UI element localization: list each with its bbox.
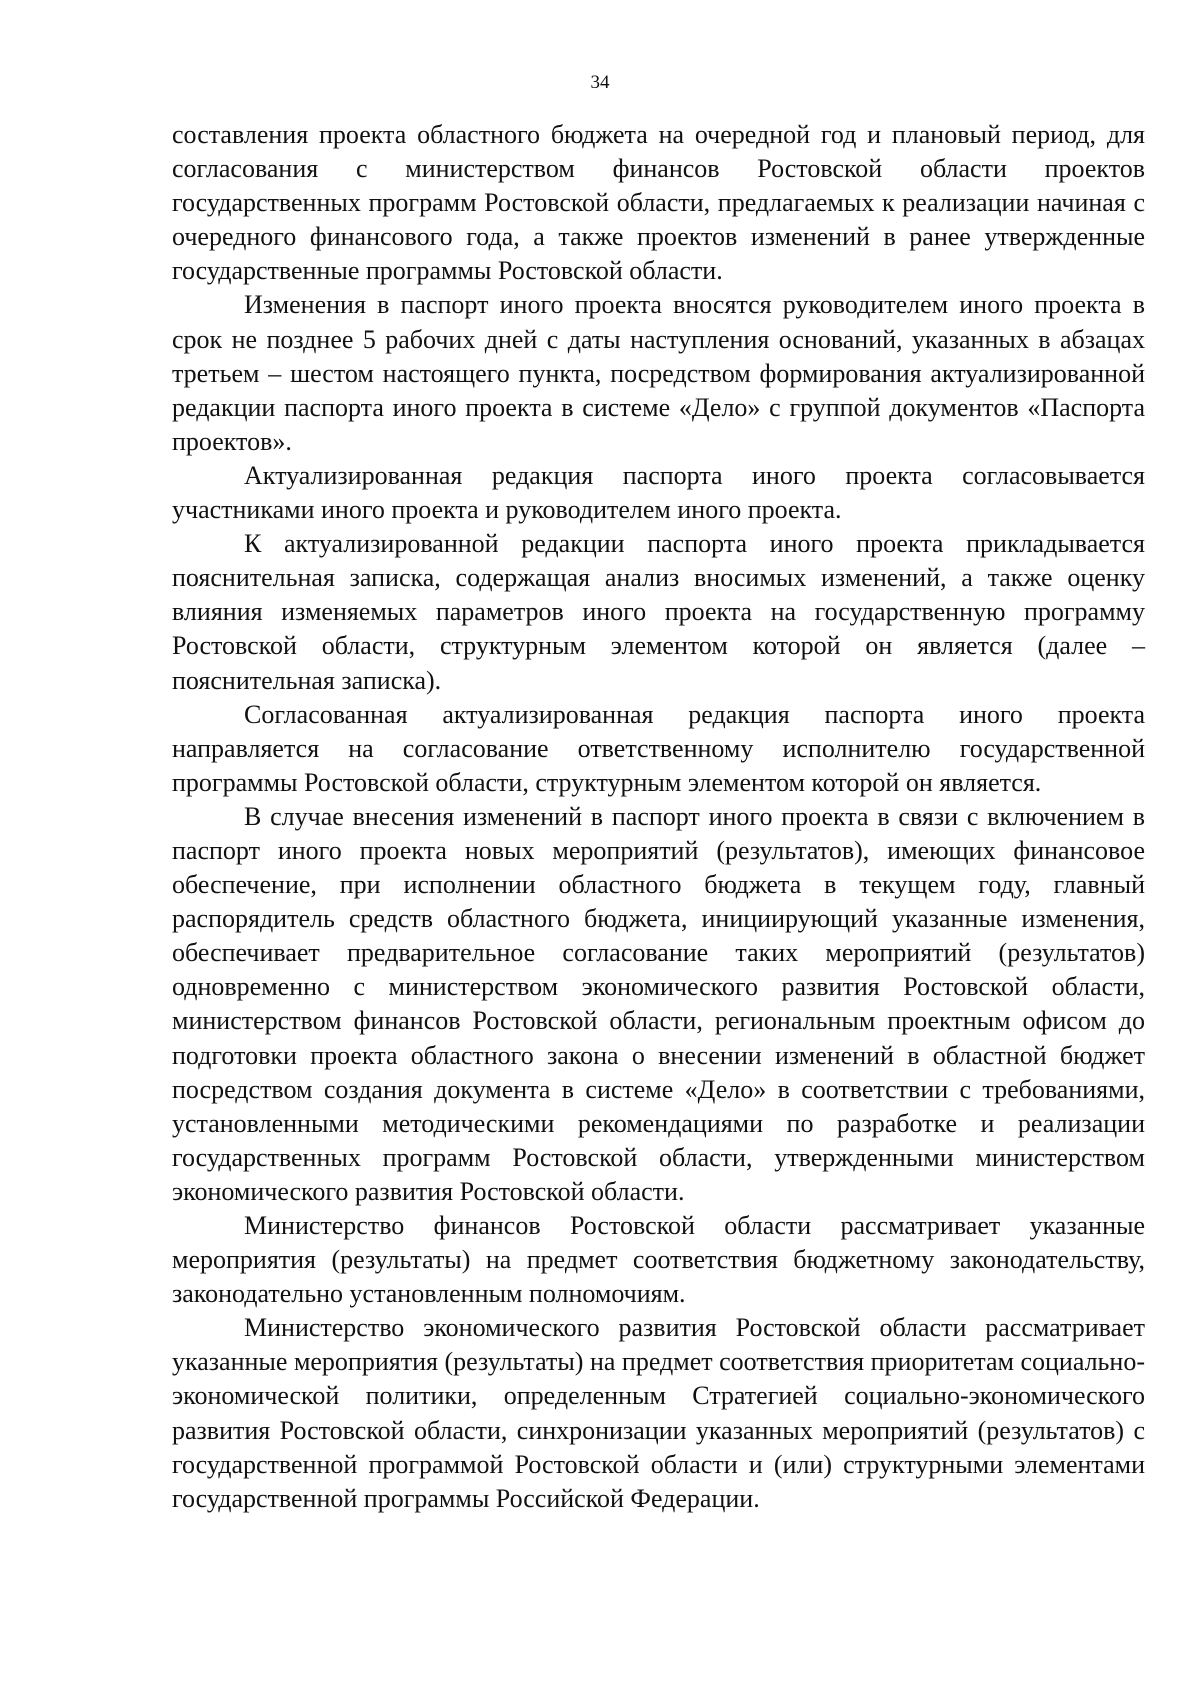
paragraph: Согласованная актуализированная редакция паспорта иного проекта направляется на согласование ответственному исполнителю государственной программы Ростовской области, структурным элементом которой он является. bbox=[172, 699, 1145, 797]
paragraph-continuation: составления проекта областного бюджета на очередной год и плановый период, для согласования с министерством финансов Ростовской области проектов государственных программ Ростовской области, предлагаемых к реализации начиная с очередного финансового года, а также проектов изменений в ранее утвержденные государственные программы Ростовской области. bbox=[172, 120, 1145, 286]
document-body bbox=[172, 118, 1145, 1516]
paragraph: В случае внесения изменений в паспорт иного проекта в связи с включением в паспорт иного проекта новых мероприятий (результатов), имеющих финансовое обеспечение, при исполнении областного бюджета в текущем году, главный распорядитель средств областного бюджета, инициирующий указанные изменения, обеспечивает предварительное согласование таких мероприятий (результатов) одновременно с министерством экономического развития Ростовской области, министерством финансов Ростовской области, региональным проектным офисом до подготовки проекта областного закона о внесении изменений в областной бюджет посредством создания документа в системе «Дело» в соответствии с требованиями, установленными методическими рекомендациями по разработке и реализации государственных программ Ростовской области, утвержденными министерством экономического развития Ростовской области. bbox=[172, 801, 1145, 1206]
paragraph: Министерство экономического развития Ростовской области рассматривает указанные мероприятия (результаты) на предмет соответствия приоритетам социально-экономической политики, определенным Стратегией социально-экономического развития Ростовской области, синхронизации указанных мероприятий (результатов) с государственной программой Ростовской области и (или) структурными элементами государственной программы Российской Федерации. bbox=[172, 1313, 1145, 1513]
paragraph: К актуализированной редакции паспорта иного проекта прикладывается пояснительная записка, содержащая анализ вносимых изменений, а также оценку влияния изменяемых параметров иного проекта на государственную программу Ростовской области, структурным элементом которой он является (далее – пояснительная записка). bbox=[172, 529, 1145, 695]
paragraph: Актуализированная редакция паспорта иного проекта согласовывается участниками иного проекта и руководителем иного проекта. bbox=[172, 460, 1145, 525]
page-number: 34 bbox=[590, 72, 610, 93]
paragraph: Изменения в паспорт иного проекта вносятся руководителем иного проекта в срок не позднее 5 рабочих дней с даты наступления оснований, указанных в абзацах третьем – шестом настоящего пункта, посредством формирования актуализированной редакции паспорта иного проекта в системе «Дело» с группой документов «Паспорта проектов». bbox=[172, 290, 1145, 456]
paragraph: Министерство финансов Ростовской области рассматривает указанные мероприятия (результаты) на предмет соответствия бюджетному законодательству, законодательно установленным полномочиям. bbox=[172, 1211, 1145, 1309]
